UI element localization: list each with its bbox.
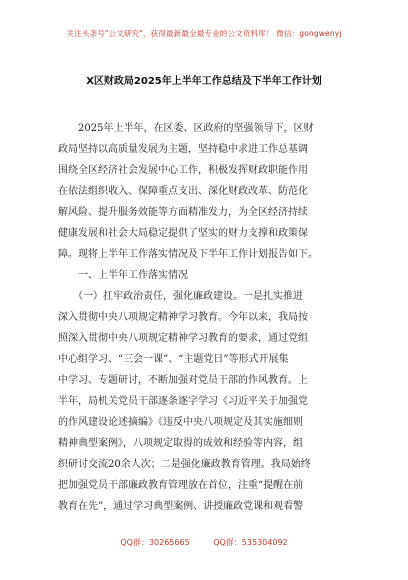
body-line: 健康发展和社会大局稳定提供了坚实的财力支撑和政策保 (58, 228, 308, 239)
body-line: 的作风建设论述摘编》《违反中央八项规定及其实施细则 (58, 417, 303, 428)
body-line: 中学习、专题研讨，不断加强对党员干部的作风教育。上 (58, 375, 308, 386)
body-line: 半年，局机关党员干部逐条逐字学习《习近平关于加强党 (58, 396, 308, 407)
body-line: 把加强党员干部廉政教育管理放在首位，注重“提醒在前 (58, 480, 304, 491)
body-line: 在依法组织收入、保障重点支出、深化财政改革、防范化 (58, 186, 308, 197)
body-line: 中心组学习、“三会一课”、“主题党日”等形式开展集 (58, 354, 289, 365)
header-note: 关注头条号"公文研究"，获得最新最全最专业的公文资料库！ 微信：gongwenyj (66, 29, 342, 38)
footer-note (0, 537, 408, 548)
body-line: 教育在先”，通过学习典型案例、讲授廉政党课和观看警 (58, 501, 304, 512)
document-body (58, 118, 350, 517)
body-line: 精神典型案例》，八项规定取得的成效和经验等内容，组 (58, 438, 303, 449)
body-line: 2025年上半年，在区委、区政府的坚强领导下，区财 (58, 123, 314, 134)
footer-qq-group-1: QQ群：30265665 (120, 538, 190, 547)
document-title: X区财政局2025年上半年工作总结及下半年工作计划 (86, 76, 322, 87)
body-line: 围绕全区经济社会发展中心工作，积极发挥财政职能作用 (58, 165, 308, 176)
body-line: （一）扛牢政治责任，强化廉政建设。一是扎实推进 (58, 291, 303, 302)
body-line: 障。现将上半年工作落实情况及下半年工作计划报告如下。 (58, 249, 318, 260)
footer-qq-group-2: QQ群：535304092 (213, 538, 288, 547)
body-line: 解风险、提升服务效能等方面精准发力，为全区经济持续 (58, 207, 308, 218)
body-line: 深入贯彻中央八项规定精神学习教育。今年以来，我局按 (58, 312, 308, 323)
body-line: 织研讨交流20余人次；二是强化廉政教育管理。我局始终 (58, 459, 311, 470)
section-heading: 一、上半年工作落实情况 (58, 270, 188, 281)
body-line: 照深入贯彻中央八项规定精神学习教育的要求，通过党组 (58, 333, 308, 344)
body-line: 政局坚持以高质量发展为主题，坚持稳中求进工作总基调 (58, 144, 308, 155)
